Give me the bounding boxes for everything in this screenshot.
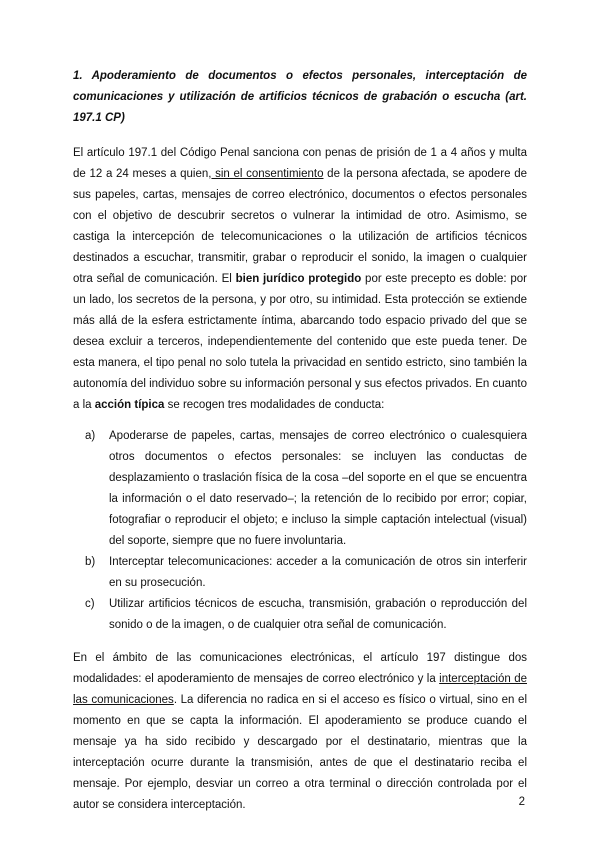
list-item-text: Interceptar telecomunicaciones: acceder a la comunicación de otros sin interferir en su prosecución. [109,556,527,589]
text-run: El artículo 197.1 del Código Penal sanciona con penas de prisión de 1 a 4 años y multa de 12 a 24 meses a quien, [73,147,527,180]
paragraph-electronic [73,648,527,816]
text-run: . La diferencia no radica en si el acceso es físico o virtual, sino en el momento en que se capta la información. El apoderamiento se produce cuando el mensaje ya ha sido recibido y descargado por el destinatario, mientras que la interceptación ocurre durante la transmisión, antes de que el destinatario reciba el mensaje. Por ejemplo, desviar un correo a otra terminal o dirección controlada por el autor se considera interceptación. [73,694,528,811]
list-item-text: Utilizar artificios técnicos de escucha, transmisión, grabación o reproducción del sonido o de la imagen, o de cualquier otra señal de comunicación. [109,598,527,631]
bold-accion-tipica: acción típica [94,399,165,411]
text-run: En el ámbito de las comunicaciones electrónicas, el artículo 197 distingue dos modalidades: el apoderamiento de mensajes de correo electrónico y la [73,652,527,685]
underlined-consent: sin el consentimiento [211,168,324,180]
list-marker: b) [85,556,96,568]
conduct-list [73,426,527,636]
paragraph-intro [73,143,527,416]
list-item-text: Apoderarse de papeles, cartas, mensajes de correo electrónico o cualesquiera otros documentos o efectos personales: se incluyen las conductas de desplazamiento o traslación física de la cosa –del soporte en el que se encuentra la información o el dato reservado–; la retención de lo recibido por error; copiar, fotografiar o reproducir el objeto; e incluso la simple captación intelectual (visual) del soporte, siempre que no fuere involuntaria. [109,430,527,547]
text-run: por este precepto es doble: por un lado, los secretos de la persona, y por otro, su intimidad. Esta protección se extiende más allá de la esfera estrictamente íntima, abarcando todo espacio privado del que se desea excluir a terceros, independientemente del contenido que este pueda tener. De esta manera, el tipo penal no solo tutela la privacidad en sentido estricto, sino también la autonomía del individuo sobre su información personal y sus efectos privados. En cuanto a la [73,273,528,411]
list-marker: c) [85,598,95,610]
document-page [73,66,527,816]
page-number: 2 [518,796,525,808]
text-run: de la persona afectada, se apodere de sus papeles, cartas, mensajes de correo electrónico, documentos o efectos personales con el objetivo de descubrir secretos o vulnerar la intimidad de otro. Asimismo, se castiga la intercepción de telecomunicaciones o la utilización de artificios técnicos destinados a escuchar, transmitir, grabar o reproducir el sonido, la imagen o cualquier otra señal de comunicación. El [73,168,528,285]
section-heading: 1. Apoderamiento de documentos o efectos personales, interceptación de comunicaciones y utilización de artificios técnicos de grabación o escucha (art. 197.1 CP) [73,70,527,124]
text-run: se recogen tres modalidades de conducta: [164,399,385,411]
list-marker: a) [85,430,96,442]
list-item [73,594,527,636]
list-item [73,426,527,552]
bold-bien-juridico: bien jurídico protegido [235,273,362,285]
underlined-interception: interceptación de las comunicaciones [73,673,527,706]
list-item [73,552,527,594]
